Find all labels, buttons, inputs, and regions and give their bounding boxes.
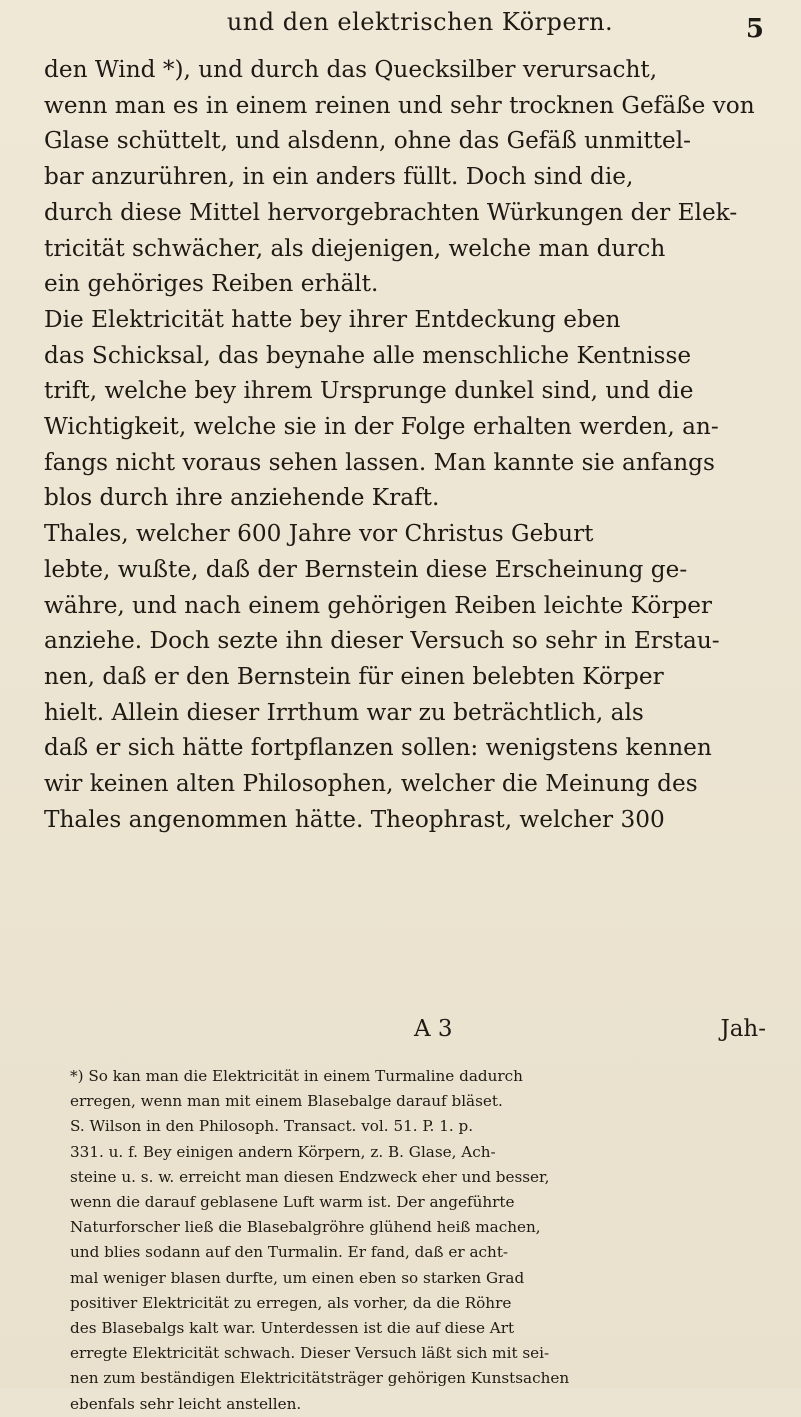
footnote-line: *) So kan man die Elektricität in einem Turmaline dadurch [70,1067,523,1085]
footnote-line: erregte Elektricität schwach. Dieser Versuch läßt sich mit sei- [70,1344,550,1363]
signature-mark: A 3 [414,1016,453,1042]
text-line: durch diese Mittel hervorgebrachten Würkungen der Elek- [44,198,738,226]
signature-line [44,1010,766,1046]
footnote-line: mal weniger blasen durfte, um einen eben so starken Grad [70,1268,525,1287]
text-line: fangs nicht voraus sehen lassen. Man kannte sie anfangs [44,448,715,476]
text-line: daß er sich hätte fortpflanzen sollen: wenigstens kennen [44,734,712,762]
text-line: währe, und nach einem gehörigen Reiben leichte Körper [44,591,713,619]
footnote [70,1064,770,1417]
text-line: Die Elektricität hatte bey ihrer Entdeckung eben [44,305,621,333]
catchword: Jah- [720,1016,766,1042]
footnote-line: steine u. s. w. erreicht man diesen Endzweck eher und besser, [70,1167,550,1186]
text-line: bar anzurühren, in ein anders füllt. Doch sind die, [44,163,634,191]
footnote-line: 331. u. f. Bey einigen andern Körpern, z. B. Glase, Ach- [70,1142,496,1161]
text-line: wenn man es in einem reinen und sehr trocknen Gefäße von [44,91,755,119]
footnote-line: und blies sodann auf den Turmalin. Er fand, daß er acht- [70,1243,509,1262]
text-line: Glase schüttelt, und alsdenn, ohne das Gefäß unmittel- [44,127,691,155]
text-line: den Wind *), und durch das Quecksilber verursacht, [44,56,658,83]
footnote-line: erregen, wenn man mit einem Blasebalge darauf bläset. [70,1092,503,1111]
text-line: Thales, welcher 600 Jahre vor Christus Geburt [44,520,594,548]
footnote-line: positiver Elektricität zu erregen, als vorher, da die Röhre [70,1293,512,1312]
text-line: hielt. Allein dieser Irrthum war zu beträchtlich, als [44,698,644,726]
text-line: Wichtigkeit, welche sie in der Folge erhalten werden, an- [44,413,719,441]
text-line: wir keinen alten Philosophen, welcher die Meinung des [44,770,698,798]
text-line: tricität schwächer, als diejenigen, welche man durch [44,234,666,262]
page-number: 5 [745,14,764,44]
page-header [70,0,770,48]
text-line: lebte, wußte, daß der Bernstein diese Erscheinung ge- [44,555,688,583]
text-line: ein gehöriges Reiben erhält. [44,270,379,298]
text-line: blos durch ihre anziehende Kraft. [44,484,440,512]
text-line: nen, daß er den Bernstein für einen belebten Körper [44,662,664,690]
text-line: das Schicksal, das beynahe alle menschliche Kentnisse [44,341,692,369]
footnote-line: des Blasebalgs kalt war. Unterdessen ist die auf diese Art [70,1319,515,1338]
main-text [44,52,766,837]
footnote-line: S. Wilson in den Philosoph. Transact. vol. 51. P. 1. p. [70,1117,474,1136]
footnote-line: Naturforscher ließ die Blasebalgröhre glühend heiß machen, [70,1218,541,1237]
footnote-line: nen zum beständigen Elektricitätsträger gehörigen Kunstsachen [70,1369,570,1388]
text-line: Thales angenommen hätte. Theophrast, welcher 300 [44,805,665,833]
text-line: trift, welche bey ihrem Ursprunge dunkel sind, und die [44,377,694,405]
footnote-line: ebenfals sehr leicht anstellen. [70,1394,302,1413]
text-line: anziehe. Doch sezte ihn dieser Versuch so sehr in Erstau- [44,627,720,655]
footnote-line: wenn die darauf geblasene Luft warm ist. Der angeführte [70,1193,515,1212]
running-head: und den elektrischen Körpern. [226,8,614,36]
